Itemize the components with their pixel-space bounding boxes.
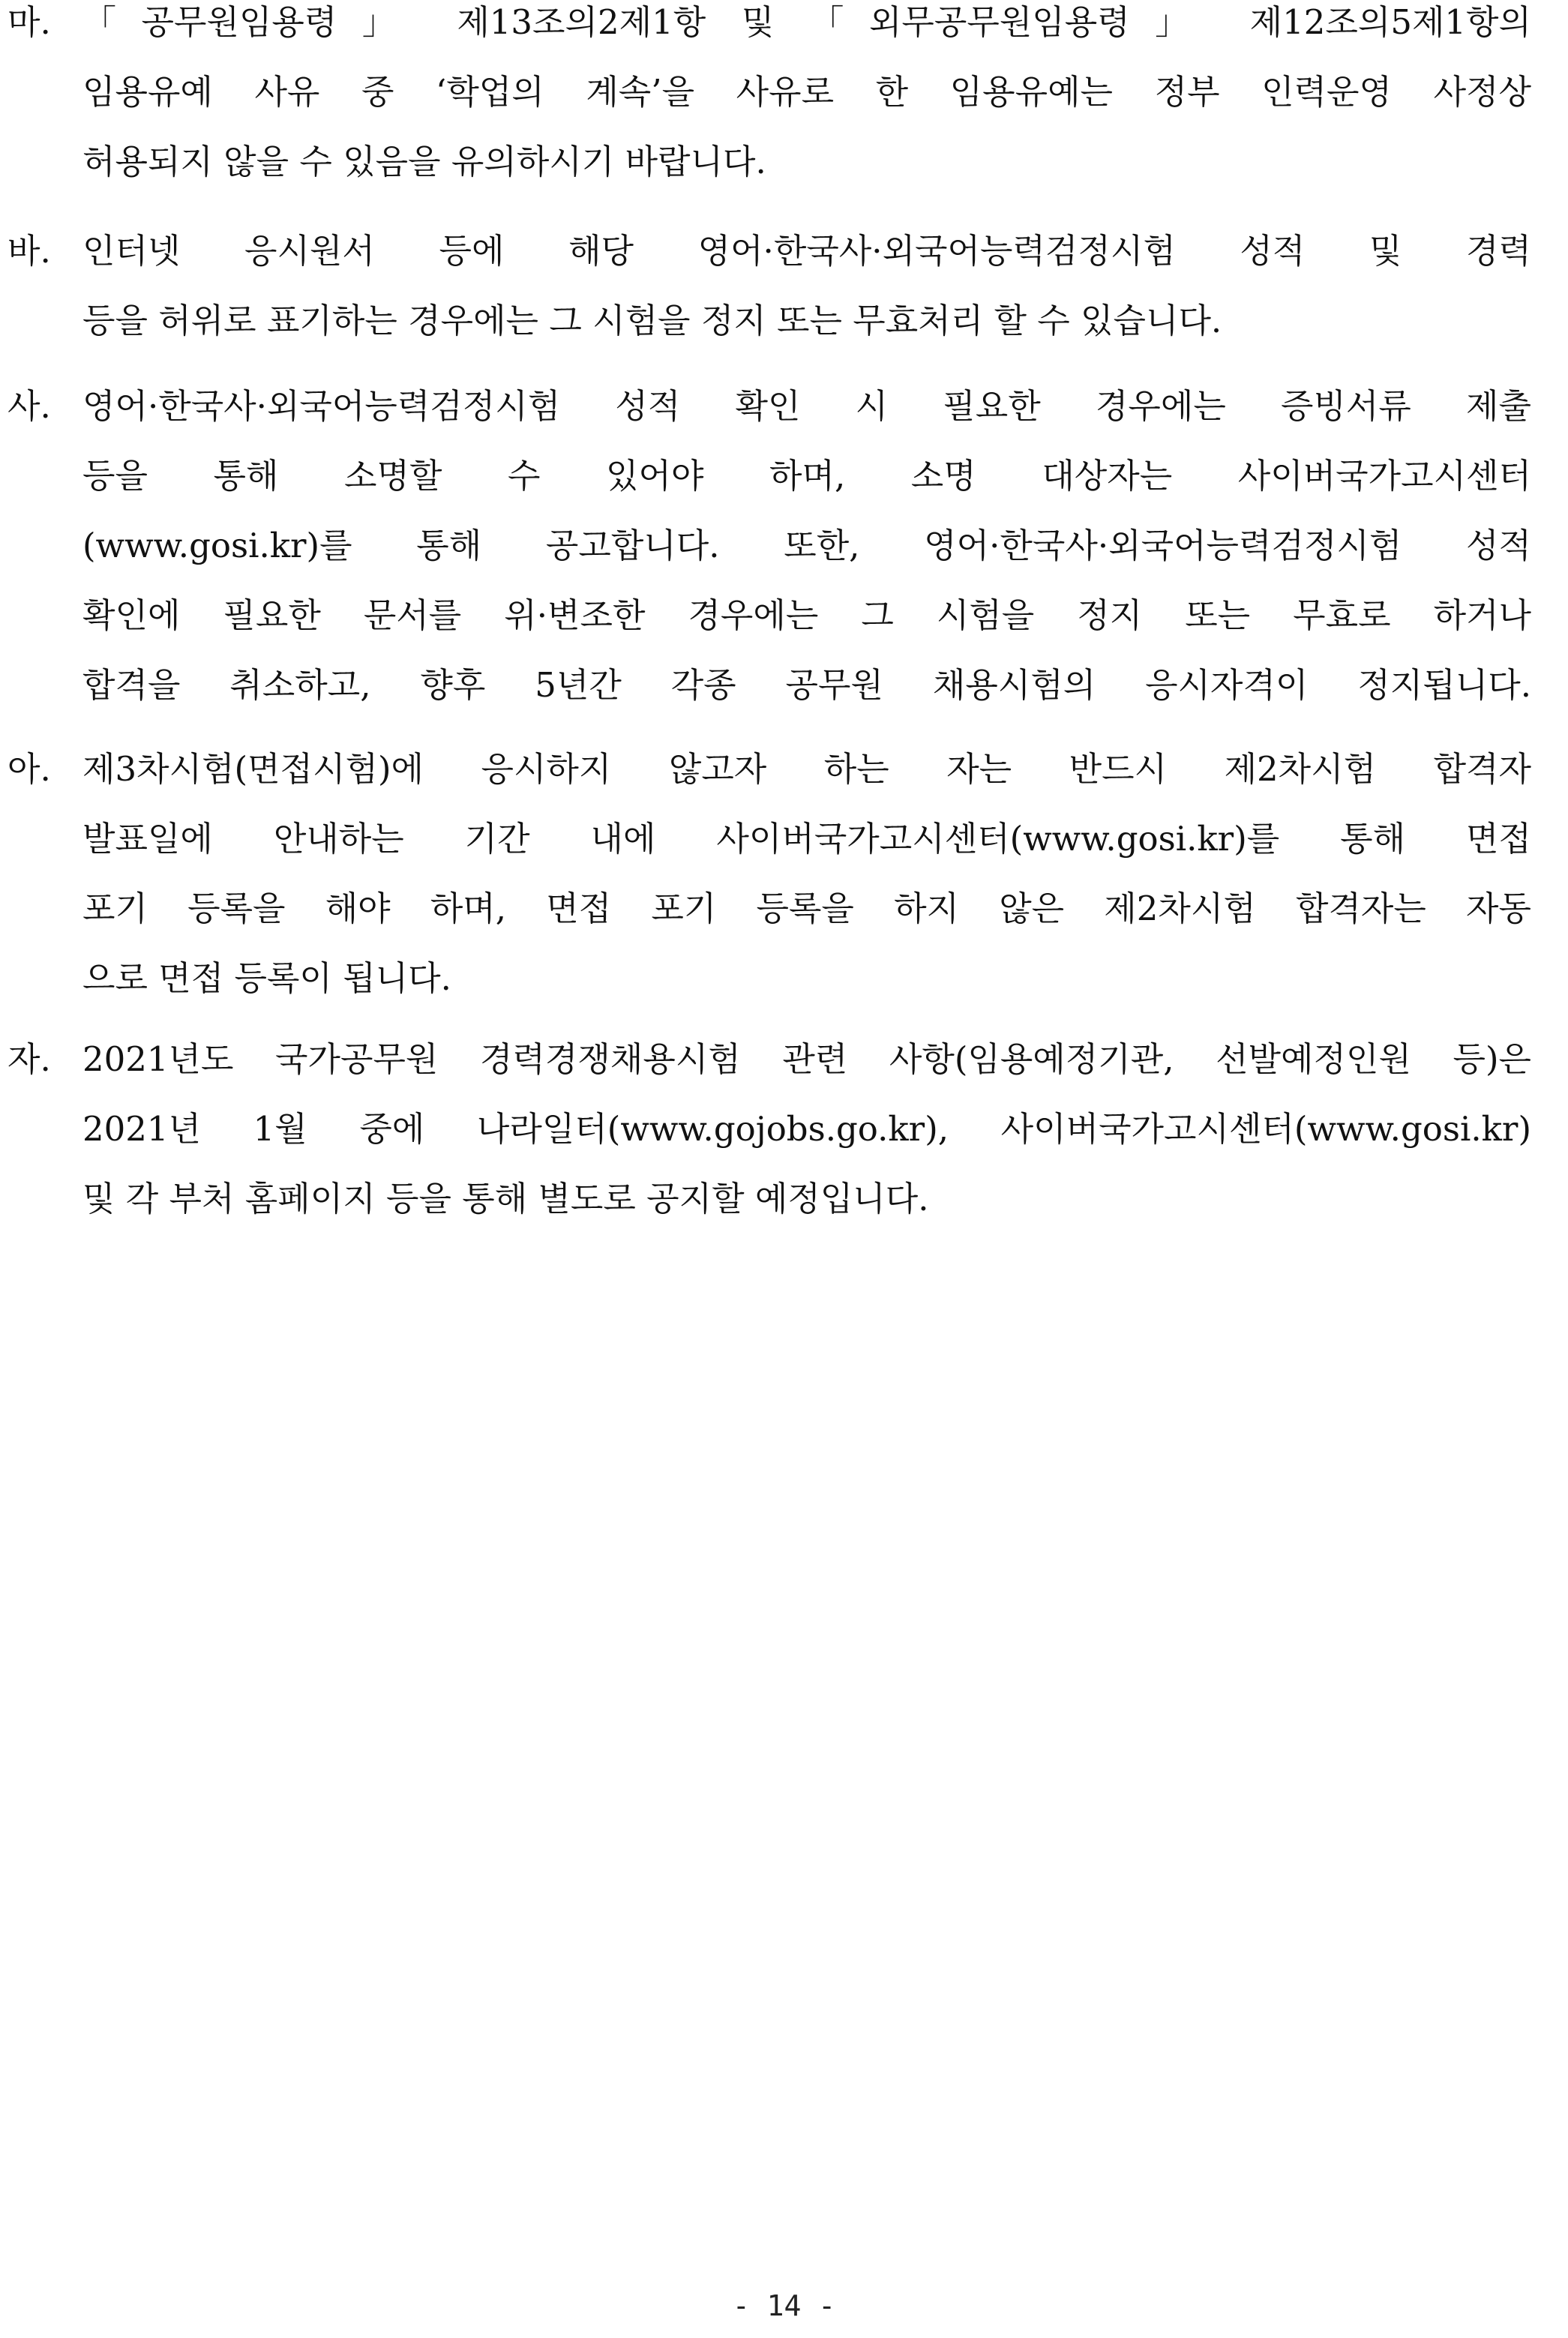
item-text-line: 포기 등록을 해야 하며, 면접 포기 등록을 하지 않은 제2차시험 합격자는 자동 [82, 889, 1531, 928]
item-text-line: 합격을 취소하고, 향후 5년간 각종 공무원 채용시험의 응시자격이 정지됩니다. [82, 665, 1531, 705]
item-marker: 마. [7, 2, 51, 42]
item-text-line: 2021년도 국가공무원 경력경쟁채용시험 관련 사항(임용예정기관, 선발예정인원 등)은 [82, 1039, 1531, 1079]
item-marker: 자. [7, 1039, 51, 1079]
item-text-line: 으로 면접 등록이 됩니다. [82, 958, 451, 998]
item-text-line: 등을 허위로 표기하는 경우에는 그 시험을 정지 또는 무효처리 할 수 있습니다. [82, 301, 1222, 340]
item-text-line: (www.gosi.kr)를 통해 공고합니다. 또한, 영어·한국사·외국어능력검정시험 성적 [82, 526, 1531, 565]
item-text-line: 인터넷 응시원서 등에 해당 영어·한국사·외국어능력검정시험 성적 및 경력 [82, 231, 1531, 271]
item-text-line: 2021년 1월 중에 나라일터(www.gojobs.go.kr), 사이버국가고시센터(www.gosi.kr) [82, 1109, 1531, 1149]
item-text-line: 「공무원임용령」 제13조의2제1항 및 「외무공무원임용령」 제12조의5제1항의 [82, 2, 1531, 42]
item-text-line: 영어·한국사·외국어능력검정시험 성적 확인 시 필요한 경우에는 증빙서류 제출 [82, 386, 1531, 426]
item-marker: 사. [7, 386, 51, 426]
item-marker: 아. [7, 749, 51, 789]
item-text-line: 임용유예 사유 중 ‘학업의 계속’을 사유로 한 임용유예는 정부 인력운영 사정상 [82, 72, 1531, 112]
item-text-line: 확인에 필요한 문서를 위·변조한 경우에는 그 시험을 정지 또는 무효로 하거나 [82, 595, 1531, 635]
item-marker: 바. [7, 231, 51, 271]
item-text-line: 및 각 부처 홈페이지 등을 통해 별도로 공지할 예정입니다. [82, 1179, 929, 1218]
item-text-line: 발표일에 안내하는 기간 내에 사이버국가고시센터(www.gosi.kr)를 통해 면접 [82, 819, 1531, 859]
item-text-line: 등을 통해 소명할 수 있어야 하며, 소명 대상자는 사이버국가고시센터 [82, 456, 1531, 496]
item-text-line: 제3차시험(면접시험)에 응시하지 않고자 하는 자는 반드시 제2차시험 합격자 [82, 749, 1531, 789]
item-text-line: 허용되지 않을 수 있음을 유의하시기 바랍니다. [82, 142, 766, 181]
page-number: - 14 - [732, 2289, 836, 2322]
